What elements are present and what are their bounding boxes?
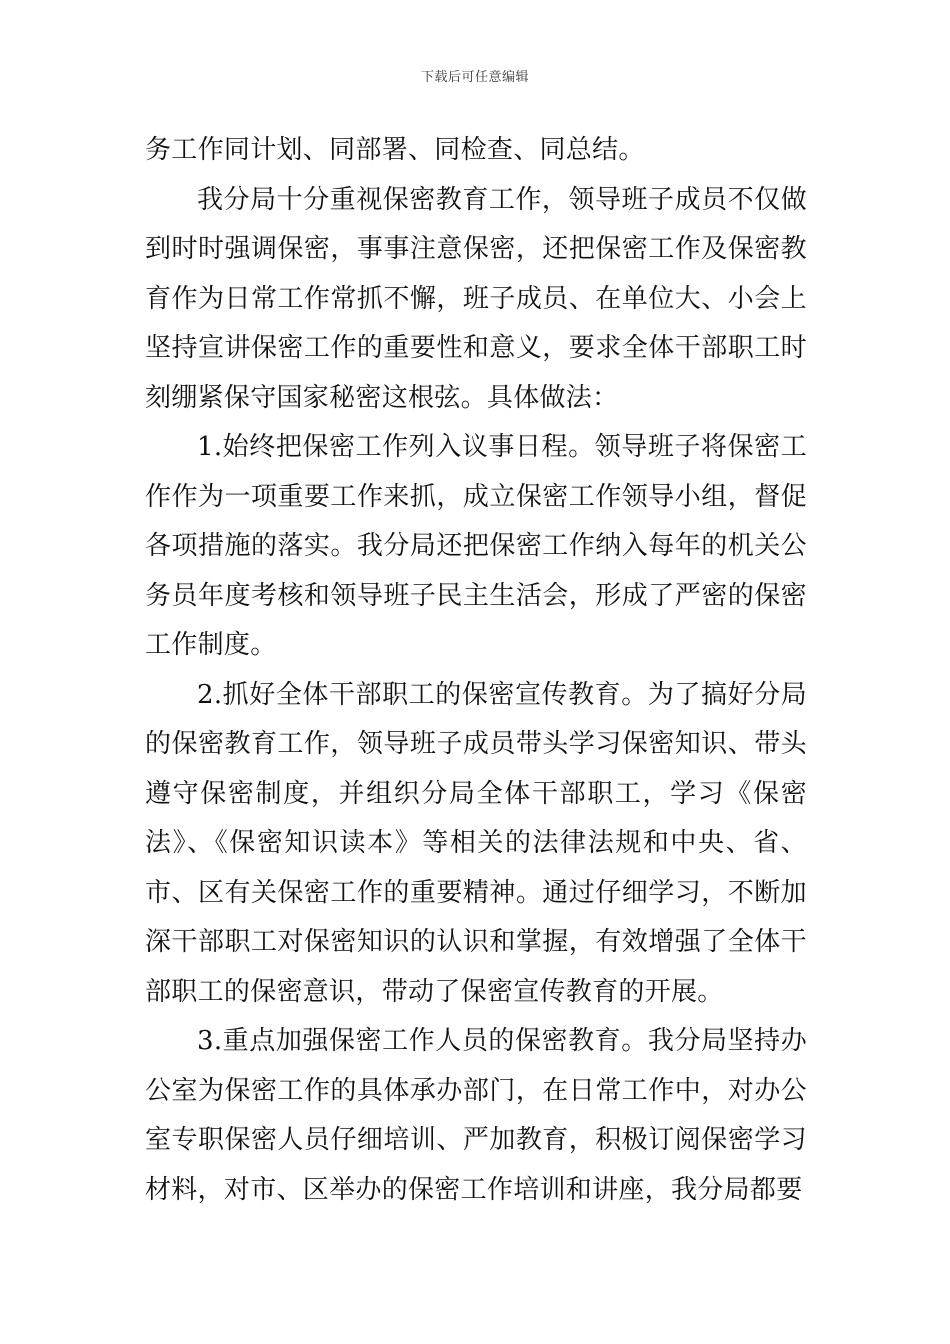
paragraph-intro: 我分局十分重视保密教育工作，领导班子成员不仅做到时时强调保密，事事注意保密，还把保密工作及保密教育作为日常工作常抓不懈，班子成员、在单位大、小会上坚持宣讲保密工作的重要性和意义，要求全体干部职工时刻绷紧保守国家秘密这根弦。具体做法： xyxy=(145,184,807,413)
paragraph-item-1: 1.始终把保密工作列入议事日程。领导班子将保密工作作为一项重要工作来抓，成立保密工作领导小组，督促各项措施的落实。我分局还把保密工作纳入每年的机关公务员年度考核和领导班子民主生活会，形成了严密的保密工作制度。 xyxy=(145,432,807,660)
paragraph-item-2: 2.抓好全体干部职工的保密宣传教育。为了搞好分局的保密教育工作，领导班子成员带头学习保密知识、带头遵守保密制度，并组织分局全体干部职工，学习《保密法》、《保密知识读本》等相关的法律法规和中央、省、市、区有关保密工作的重要精神。通过仔细学习，不断加深干部职工对保密知识的认识和掌握，有效增强了全体干部职工的保密意识，带动了保密宣传教育的开展。 xyxy=(145,679,807,1007)
paragraph-continuation: 务工作同计划、同部署、同检查、同总结。 xyxy=(145,135,645,165)
page-header: 下载后可任意编辑 xyxy=(420,70,529,85)
document-body xyxy=(145,126,807,1215)
paragraph-item-3: 3.重点加强保密工作人员的保密教育。我分局坚持办公室为保密工作的具体承办部门，在日常工作中，对办公室专职保密人员仔细培训、严加教育，积极订阅保密学习材料，对市、区举办的保密工作培训和讲座，我分局都要 xyxy=(145,1026,807,1205)
